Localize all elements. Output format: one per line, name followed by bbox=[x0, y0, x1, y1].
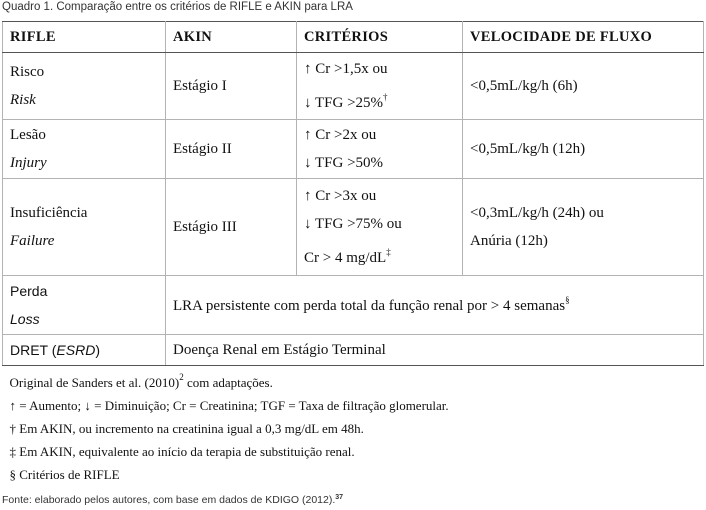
table-row bbox=[3, 335, 704, 366]
header-row bbox=[3, 22, 704, 53]
rifle-cell: Risco Risk bbox=[3, 53, 166, 120]
footnote: ‡ Em AKIN, equivalente ao início da terapia de substituição renal. bbox=[9, 444, 355, 459]
table-row bbox=[3, 120, 704, 179]
flow-cell: <0,5mL/kg/h (6h) bbox=[463, 53, 704, 120]
rifle-akin-table bbox=[2, 21, 704, 486]
merged-cell: LRA persistente com perda total da função renal por > 4 semanas§ bbox=[166, 276, 704, 335]
footnotes bbox=[3, 366, 704, 487]
rifle-cell: Lesão Injury bbox=[3, 120, 166, 179]
criteria-cell: ↑ Cr >1,5x ou ↓ TFG >25%† bbox=[297, 53, 463, 120]
source-note: Fonte: elaborado pelos autores, com base em dados de KDIGO (2012).$^{37}$ bbox=[2, 494, 344, 506]
rifle-cell: Perda Loss bbox=[3, 276, 166, 335]
footnotes-row bbox=[3, 366, 704, 487]
footnote: § Critérios de RIFLE bbox=[9, 467, 120, 482]
flow-cell: <0,3mL/kg/h (24h) ou Anúria (12h) bbox=[463, 179, 704, 276]
criteria-cell: ↑ Cr >3x ou ↓ TFG >75% ou Cr > 4 mg/dL‡ bbox=[297, 179, 463, 276]
flow-cell: <0,5mL/kg/h (12h) bbox=[463, 120, 704, 179]
akin-cell: Estágio III bbox=[166, 179, 297, 276]
rifle-cell: DRET (ESRD) bbox=[3, 335, 166, 366]
rifle-cell: Insuficiência Failure bbox=[3, 179, 166, 276]
header-velocidade: VELOCIDADE DE FLUXO bbox=[463, 22, 704, 53]
akin-cell: Estágio II bbox=[166, 120, 297, 179]
table-row bbox=[3, 179, 704, 276]
table-caption: Quadro 1. Comparação entre os critérios de RIFLE e AKIN para LRA bbox=[2, 1, 353, 13]
footnote: ↑ = Aumento; ↓ = Diminuição; Cr = Creatinina; TGF = Taxa de filtração glomerular. bbox=[9, 398, 449, 413]
footnote: Original de Sanders et al. $(2010)^2$ com adaptações. bbox=[9, 372, 273, 390]
header-rifle: RIFLE bbox=[3, 22, 166, 53]
table-row bbox=[3, 53, 704, 120]
akin-cell: Estágio I bbox=[166, 53, 297, 120]
merged-cell: Doença Renal em Estágio Terminal bbox=[166, 335, 704, 366]
table-row bbox=[3, 276, 704, 335]
header-akin: AKIN bbox=[166, 22, 297, 53]
footnote: † Em AKIN, ou incremento na creatinina igual a 0,3 mg/dL em 48h. bbox=[9, 421, 364, 436]
criteria-cell: ↑ Cr >2x ou ↓ TFG >50% bbox=[297, 120, 463, 179]
header-criterios: CRITÉRIOS bbox=[297, 22, 463, 53]
